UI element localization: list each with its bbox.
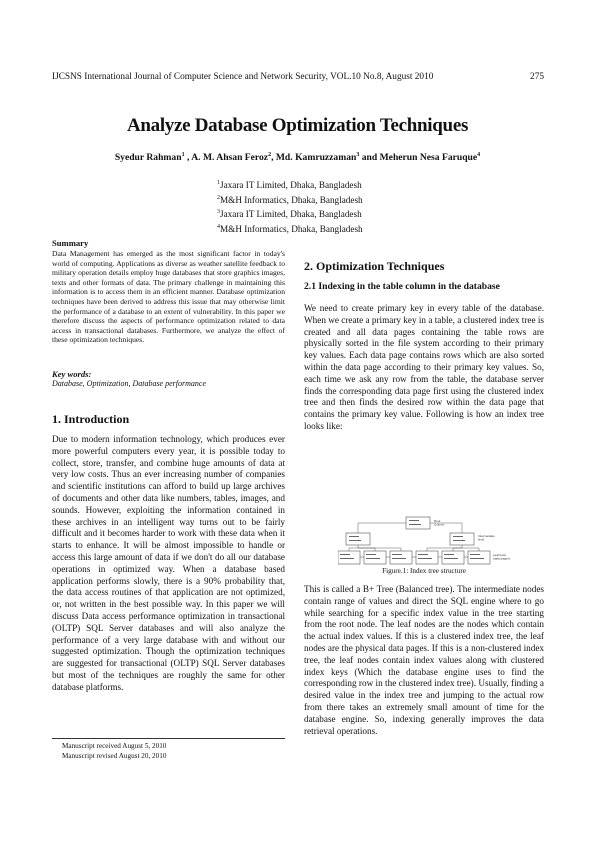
running-header	[52, 72, 544, 82]
summary-heading: Summary	[52, 238, 89, 248]
affil-text: Jaxara IT Limited, Dhaka, Bangladesh	[220, 209, 362, 220]
leaf-entry	[340, 554, 350, 555]
author-affil-mark: 2	[268, 152, 272, 158]
author-separator: ,	[271, 152, 276, 164]
tree-edge	[358, 523, 406, 533]
leaf-node	[364, 551, 386, 564]
introduction-text: Due to modern information technology, which produces ever more powerful computers every year, it is possible today to collect, store, transfer, and combine huge amounts of data at very low costs. Thus an ever increasing number of companies and scientific institutions can afford to build up large archives of documents and other data like numbers, tables, images, and sounds. However, exploiting the information contained in these archives in an intelligent way turns out to be fairly difficult and it becomes harder to work with these data when it starts to enhance. It will be almost impossible to handle or access this large amount of data if we don't do all our database operations in optimized way. When a database based application performs slowly, there is a 90% probability that, the data access routines of that application are not optimized, or, not written in the best possible way. In this paper we will discuss Data access performance optimization in transactional (OLTP) SQL Server databases and will also analyze the performance of a very large database with and without our suggested optimization. Though the optimization techniques are suggested for transactional (OLTP) SQL Server databases but most of the techniques are roughly the same for other database platforms.	[52, 434, 285, 692]
leaf-node	[442, 551, 464, 564]
author-affil-mark: 3	[356, 152, 360, 158]
author-separator: and	[359, 152, 380, 164]
root-entry	[409, 524, 421, 525]
leaf-label-line: (data pages)	[493, 556, 510, 561]
root-label	[434, 519, 445, 527]
author-name: Meherun Nesa Faruque	[379, 152, 478, 164]
keywords-heading: Key words:	[52, 369, 92, 379]
figure-caption: Figure.1: Index tree structure	[382, 567, 466, 575]
affiliation	[217, 192, 363, 207]
intermediate-label	[478, 534, 495, 542]
root-node	[406, 517, 430, 529]
author-name: A. M. Ahsan Feroz	[191, 152, 269, 164]
author-separator: ,	[184, 152, 192, 164]
affil-mark: 4	[217, 223, 220, 230]
affiliation-list	[217, 177, 363, 236]
author-list	[0, 152, 595, 163]
author-name: Syedur Rahman	[114, 152, 182, 164]
affil-text: Jaxara IT Limited, Dhaka, Bangladesh	[220, 180, 362, 191]
root-label-line: Column	[434, 522, 445, 527]
tree-edge	[427, 545, 479, 551]
root-label-line: Root	[434, 519, 441, 523]
leaf-entry	[418, 558, 432, 559]
revised-date: Manuscript revised August 20, 2010	[62, 751, 167, 760]
affil-mark: 1	[217, 180, 220, 186]
intermediate-node	[450, 533, 474, 545]
author-affil-mark: 4	[477, 152, 481, 158]
leaf-entry	[392, 558, 406, 559]
affiliation	[217, 221, 363, 236]
leaf-entry	[444, 558, 458, 559]
leaf-node	[390, 551, 412, 564]
leaf-entry	[444, 554, 454, 555]
affiliation	[217, 206, 363, 221]
leaf-entry	[366, 558, 380, 559]
intermediate-label-line: Intermediate	[478, 534, 495, 538]
leaf-node	[416, 551, 438, 564]
section-heading-introduction: 1. Introduction	[52, 412, 130, 426]
node-entry	[349, 540, 361, 541]
affil-text: M&H Informatics, Dhaka, Bangladesh	[220, 224, 363, 235]
leaf-entry	[470, 554, 480, 555]
intermediate-label-line: level	[478, 537, 485, 542]
subsection-heading-indexing: 2.1 Indexing in the table column in the database	[304, 281, 500, 292]
index-tree-figure	[338, 515, 510, 567]
node-entry	[453, 536, 463, 537]
indexing-paragraph-2: This is called a B+ Tree (Balanced tree). The intermediate nodes contain range of values and direct the SQL engine where to go while searching for a specific index value in the tree starting from the root node. The leaf nodes are the nodes which contain the actual index values. If this is a clustered index tree, the leaf nodes are the physical data pages. If this is a non-clustered index tree, the leaf nodes contain index values along with clustered index keys (Which the database engine uses to find the corresponding row in the clustered index tree). Usually, finding a desired value in the index tree and jumping to the actual row from there takes an extremely small amount of time for the database engine. So, indexing generally improves the data retrieval operations.	[304, 584, 544, 736]
node-entry	[453, 540, 465, 541]
affil-mark: 3	[217, 209, 220, 216]
author-name: Md. Kamruzzaman	[275, 152, 357, 164]
root-entry	[409, 520, 419, 521]
received-date: Manuscript received August 5, 2010	[62, 742, 167, 750]
keywords: Database, Optimization, Database performance	[52, 379, 206, 388]
leaf-entry	[340, 558, 354, 559]
indexing-paragraph-1: We need to create primary key in every table of the database. When we create a primary key in a table, a clustered index tree is created and all data pages containing the table rows are physically sorted in the file system according to their primary key values. Each data page contains rows which are also sorted within the data page according to their primary key values. So, each time we ask any row from the table, the database server finds the corresponding data page first using the clustered index tree and then finds the desired row within the data page that contains the primary key value. Following is how an index tree looks like:	[304, 303, 544, 431]
tree-edge	[349, 545, 401, 551]
leaf-entry	[366, 554, 376, 555]
author-affil-mark: 1	[181, 152, 185, 158]
page-number: 275	[530, 72, 544, 82]
intermediate-node	[346, 533, 370, 545]
leaf-node	[338, 551, 360, 564]
leaf-label	[493, 553, 510, 561]
manuscript-footnote	[62, 742, 166, 761]
paper-title: Analyze Database Optimization Techniques	[126, 115, 469, 136]
affil-text: M&H Informatics, Dhaka, Bangladesh	[220, 194, 363, 205]
affiliation	[217, 177, 363, 192]
summary-text: Data Management has emerged as the most significant factor in today's world of computing. Applications as diverse as weather satellite feedback to military operation details employ huge databases that store graphics images, texts and other formats of data. The primary challenge in maintaining this information is to access them in an efficient manner. Database optimization techniques have been derived to address this issue that may otherwise limit the performance of a database to an extent of vulnerability. In this paper we therefore discuss the aspects of performance optimization related to data access in transactional databases. Furthermore, we analyze the effect of these optimization techniques.	[52, 249, 285, 345]
leaf-entry	[392, 554, 402, 555]
journal-name: IJCSNS International Journal of Computer Science and Network Security, VOL.10 No.8, August 2010	[52, 72, 434, 82]
leaf-entry	[470, 558, 484, 559]
leaf-node	[468, 551, 490, 564]
node-entry	[349, 536, 359, 537]
affil-mark: 2	[217, 194, 220, 201]
leaf-entry	[418, 554, 428, 555]
section-heading-optimization: 2. Optimization Techniques	[304, 259, 445, 273]
footnote-rule	[52, 738, 285, 739]
leaf-label-line: Leaf level	[493, 553, 506, 557]
